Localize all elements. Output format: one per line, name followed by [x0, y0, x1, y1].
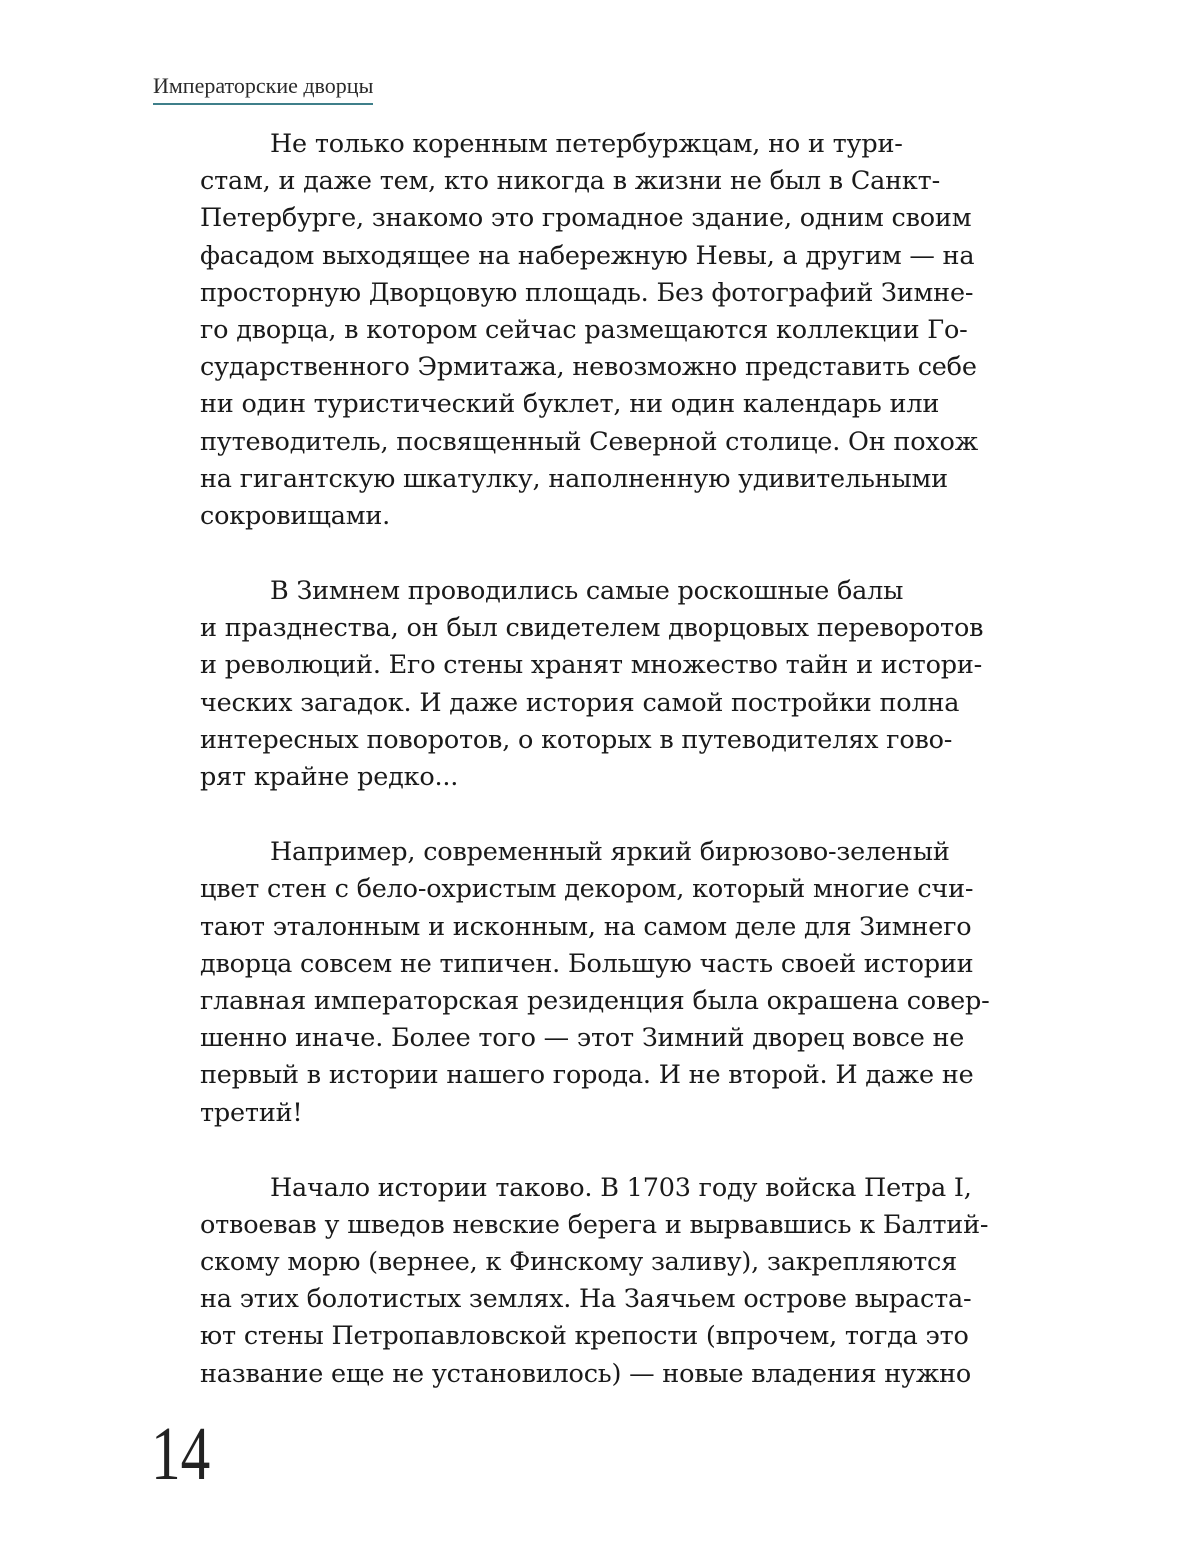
- paragraph-4: [200, 1170, 1000, 1393]
- text-line: Например, современный яркий бирюзово-зеленый: [270, 837, 950, 868]
- page-number: 14: [151, 1412, 211, 1496]
- paragraph-1: [200, 126, 1000, 535]
- text-line: интересных поворотов, о которых в путеводителях гово-: [200, 724, 953, 755]
- text-line: и празднества, он был свидетелем дворцовых переворотов: [200, 613, 984, 644]
- text-line: ют стены Петропавловской крепости (впрочем, тогда это: [200, 1321, 969, 1352]
- text-line: стам, и даже тем, кто никогда в жизни не был в Санкт-: [200, 166, 940, 197]
- text-line: рят крайне редко...: [200, 762, 459, 792]
- text-line: первый в истории нашего города. И не второй. И даже не: [200, 1060, 974, 1091]
- text-line: В Зимнем проводились самые роскошные балы: [270, 576, 904, 607]
- text-line: название еще не установилось) — новые владения нужно: [200, 1358, 972, 1389]
- text-line: ни один туристический буклет, ни один календарь или: [200, 389, 940, 420]
- text-line: го дворца, в котором сейчас размещаются коллекции Го-: [200, 314, 968, 345]
- text-line: просторную Дворцовую площадь. Без фотографий Зимне-: [200, 277, 974, 308]
- text-line: сударственного Эрмитажа, невозможно представить себе: [200, 352, 977, 383]
- text-line: путеводитель, посвященный Северной столице. Он похож: [200, 426, 978, 457]
- text-line: сокровищами.: [200, 500, 391, 531]
- text-line: на гигантскую шкатулку, наполненную удивительными: [200, 463, 948, 494]
- running-header: Императорские дворцы: [153, 72, 373, 105]
- text-line: отвоевав у шведов невские берега и вырвавшись к Балтий-: [200, 1209, 989, 1240]
- text-line: дворца совсем не типичен. Большую часть своей истории: [200, 948, 974, 979]
- body-text: [200, 126, 1000, 1431]
- text-line: Не только коренным петербуржцам, но и тури-: [270, 129, 903, 159]
- text-line: ческих загадок. И даже история самой постройки полна: [200, 687, 960, 718]
- text-line: тают эталонным и исконным, на самом деле для Зимнего: [200, 911, 972, 942]
- paragraph-2: [200, 573, 1000, 796]
- text-line: цвет стен с бело-охристым декором, который многие счи-: [200, 874, 974, 905]
- text-line: третий!: [200, 1097, 303, 1128]
- text-line: главная императорская резиденция была окрашена совер-: [200, 985, 990, 1016]
- text-line: шенно иначе. Более того — этот Зимний дворец вовсе не: [200, 1023, 965, 1054]
- text-line: фасадом выходящее на набережную Невы, а другим — на: [200, 240, 975, 271]
- text-line: и революций. Его стены хранят множество тайн и истори-: [200, 650, 983, 681]
- paragraph-3: [200, 834, 1000, 1132]
- text-line: Начало истории таково. В 1703 году войска Петра I,: [270, 1172, 972, 1203]
- text-line: Петербурге, знакомо это громадное здание, одним своим: [200, 203, 972, 234]
- text-line: скому морю (вернее, к Финскому заливу), закрепляются: [200, 1247, 958, 1278]
- text-line: на этих болотистых землях. На Заячьем острове выраста-: [200, 1284, 972, 1315]
